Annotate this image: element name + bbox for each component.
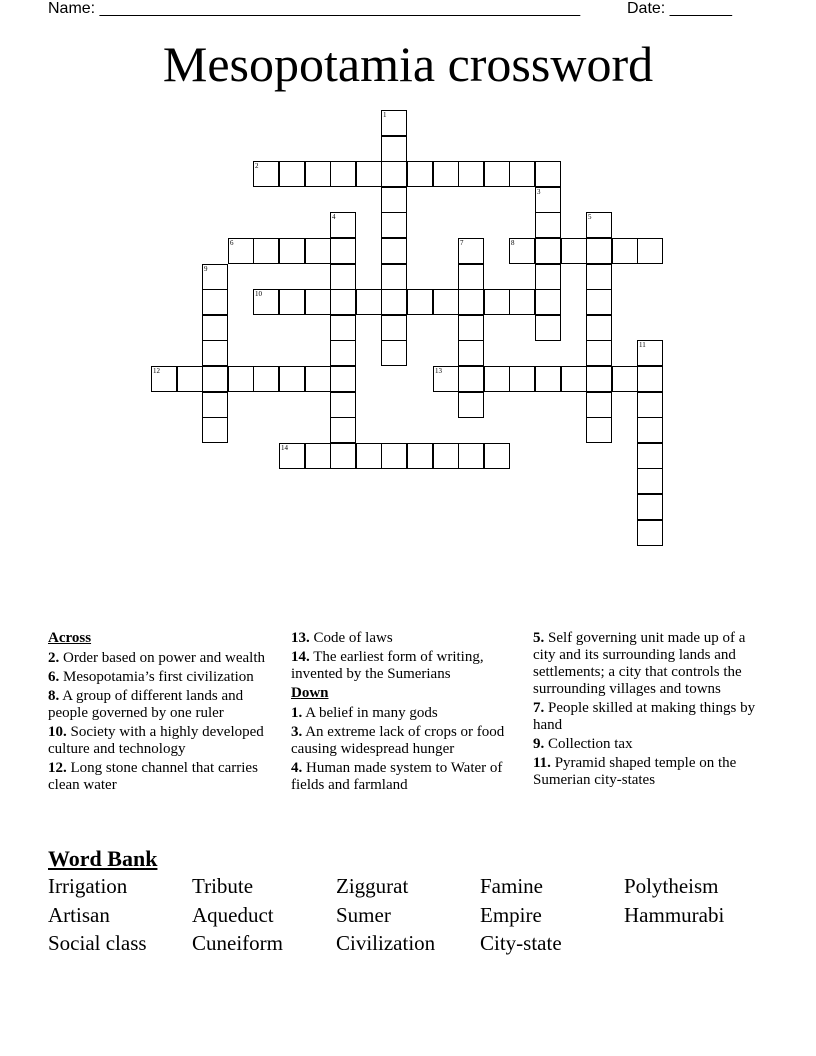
crossword-cell[interactable]	[381, 136, 407, 162]
crossword-cell[interactable]	[279, 238, 305, 264]
crossword-cell[interactable]	[330, 289, 356, 315]
crossword-cell[interactable]	[330, 443, 356, 469]
crossword-cell[interactable]	[305, 443, 331, 469]
crossword-cell[interactable]	[202, 264, 228, 290]
word-bank-item: Irrigation	[48, 874, 128, 898]
clue-number: 7	[460, 239, 464, 247]
crossword-cell[interactable]	[586, 315, 612, 341]
crossword-cell[interactable]	[612, 238, 638, 264]
crossword-cell[interactable]	[586, 212, 612, 238]
clue-down-5: 5. Self governing unit made up of a city and its surrounding lands and settlements; a city that controls the surrounding villages and towns	[533, 630, 746, 697]
clue-number: 2	[255, 162, 259, 170]
clue-number: 1	[383, 111, 387, 119]
crossword-cell[interactable]	[202, 366, 228, 392]
crossword-cell[interactable]	[202, 392, 228, 418]
crossword-cell[interactable]	[458, 366, 484, 392]
crossword-cell[interactable]	[407, 443, 433, 469]
word-bank-item: Sumer	[336, 903, 391, 927]
word-bank-item: Ziggurat	[336, 874, 409, 898]
crossword-cell[interactable]	[535, 264, 561, 290]
clue-number: 12	[153, 367, 160, 375]
crossword-cell[interactable]	[637, 468, 663, 494]
clue-across-10: 10. Society with a highly developed culture and technology	[48, 724, 264, 757]
word-bank-item: Artisan	[48, 903, 110, 927]
crossword-cell[interactable]	[535, 315, 561, 341]
crossword-cell[interactable]	[330, 366, 356, 392]
clue-number: 13	[435, 367, 442, 375]
clues-column-1	[48, 630, 284, 796]
crossword-cell[interactable]	[228, 366, 254, 392]
crossword-cell[interactable]	[228, 238, 254, 264]
crossword-cell[interactable]	[458, 315, 484, 341]
clues-column-3	[533, 630, 771, 791]
clue-across-2: 2. Order based on power and wealth	[48, 650, 266, 666]
clue-number: 8	[511, 239, 515, 247]
crossword-cell[interactable]	[458, 443, 484, 469]
across-heading: Across	[48, 630, 92, 646]
clue-across-14: 14. The earliest form of writing, invented by the Sumerians	[291, 649, 484, 682]
crossword-cell[interactable]	[433, 289, 459, 315]
crossword-cell[interactable]	[535, 289, 561, 315]
crossword-cell[interactable]	[637, 443, 663, 469]
clue-down-9: 9. Collection tax	[533, 736, 633, 752]
crossword-cell[interactable]	[535, 161, 561, 187]
crossword-cell[interactable]	[433, 443, 459, 469]
clue-down-1: 1. A belief in many gods	[291, 705, 438, 721]
crossword-cell[interactable]	[330, 161, 356, 187]
crossword-cell[interactable]	[586, 238, 612, 264]
crossword-cell[interactable]	[586, 289, 612, 315]
crossword-cell[interactable]	[381, 110, 407, 136]
down-heading: Down	[291, 685, 329, 701]
crossword-cell[interactable]	[535, 187, 561, 213]
crossword-cell[interactable]	[509, 366, 535, 392]
word-bank-item: Hammurabi	[624, 903, 725, 927]
crossword-cell[interactable]	[484, 366, 510, 392]
crossword-cell[interactable]	[637, 238, 663, 264]
word-bank-item: Famine	[480, 874, 543, 898]
word-bank-item: Civilization	[336, 931, 436, 955]
clue-across-6: 6. Mesopotamia’s first civilization	[48, 669, 254, 685]
crossword-cell[interactable]	[381, 264, 407, 290]
crossword-cell[interactable]	[586, 417, 612, 443]
crossword-cell[interactable]	[305, 238, 331, 264]
clue-number: 3	[537, 188, 541, 196]
crossword-cell[interactable]	[305, 161, 331, 187]
crossword-cell[interactable]	[279, 366, 305, 392]
crossword-cell[interactable]	[330, 264, 356, 290]
crossword-cell[interactable]	[586, 366, 612, 392]
crossword-cell[interactable]	[279, 161, 305, 187]
word-bank-item: City-state	[480, 931, 562, 955]
crossword-cell[interactable]	[253, 366, 279, 392]
crossword-cell[interactable]	[381, 315, 407, 341]
clue-down-7: 7. People skilled at making things by hand	[533, 700, 756, 733]
crossword-cell[interactable]	[177, 366, 203, 392]
word-bank-item: Social class	[48, 931, 147, 955]
clue-across-8: 8. A group of different lands and people governed by one ruler	[48, 688, 244, 721]
clue-number: 14	[281, 444, 288, 452]
clue-across-13: 13. Code of laws	[291, 630, 393, 646]
crossword-cell[interactable]	[561, 366, 587, 392]
crossword-cell[interactable]	[330, 212, 356, 238]
crossword-cell[interactable]	[305, 289, 331, 315]
crossword-cell[interactable]	[637, 494, 663, 520]
crossword-cell[interactable]	[561, 238, 587, 264]
crossword-cell[interactable]	[433, 161, 459, 187]
word-bank-item: Polytheism	[624, 874, 719, 898]
clue-across-12: 12. Long stone channel that carries clean water	[48, 760, 258, 793]
clue-number: 11	[639, 341, 646, 349]
crossword-cell[interactable]	[381, 289, 407, 315]
crossword-cell[interactable]	[484, 289, 510, 315]
word-bank-item: Tribute	[192, 874, 254, 898]
crossword-cell[interactable]	[202, 417, 228, 443]
crossword-cell[interactable]	[381, 212, 407, 238]
crossword-cell[interactable]	[509, 289, 535, 315]
word-bank-title: Word Bank	[48, 846, 158, 871]
crossword-cell[interactable]	[202, 315, 228, 341]
word-bank-item: Empire	[480, 903, 542, 927]
crossword-cell[interactable]	[279, 443, 305, 469]
clue-number: 6	[230, 239, 234, 247]
crossword-cell[interactable]	[535, 212, 561, 238]
name-field[interactable]: Name: ______________________________________________________	[48, 0, 581, 17]
crossword-cell[interactable]	[407, 161, 433, 187]
crossword-cell[interactable]	[637, 417, 663, 443]
crossword-cell[interactable]	[637, 520, 663, 546]
clues-column-2	[291, 630, 523, 796]
crossword-cell[interactable]	[381, 187, 407, 213]
crossword-cell[interactable]	[458, 161, 484, 187]
crossword-cell[interactable]	[484, 443, 510, 469]
crossword-cell[interactable]	[586, 340, 612, 366]
crossword-cell[interactable]	[330, 340, 356, 366]
crossword-cell[interactable]	[253, 289, 279, 315]
crossword-cell[interactable]	[637, 366, 663, 392]
crossword-cell[interactable]	[305, 366, 331, 392]
crossword-cell[interactable]	[637, 392, 663, 418]
crossword-cell[interactable]	[330, 392, 356, 418]
clue-number: 10	[255, 290, 262, 298]
crossword-cell[interactable]	[586, 264, 612, 290]
clue-number: 4	[332, 213, 336, 221]
crossword-cell[interactable]	[509, 161, 535, 187]
clue-number: 9	[204, 265, 208, 273]
crossword-cell[interactable]	[586, 392, 612, 418]
crossword-cell[interactable]	[458, 392, 484, 418]
crossword-cell[interactable]	[458, 238, 484, 264]
word-bank-item: Cuneiform	[192, 931, 283, 955]
crossword-cell[interactable]	[330, 315, 356, 341]
clue-down-4: 4. Human made system to Water of fields and farmland	[291, 760, 503, 793]
crossword-cell[interactable]	[253, 161, 279, 187]
clue-down-11: 11. Pyramid shaped temple on the Sumerian city-states	[533, 755, 737, 788]
page-title: Mesopotamia crossword	[162, 36, 654, 92]
crossword-cell[interactable]	[202, 289, 228, 315]
crossword-cell[interactable]	[381, 340, 407, 366]
crossword-cell[interactable]	[381, 161, 407, 187]
clue-number: 5	[588, 213, 592, 221]
crossword-cell[interactable]	[458, 289, 484, 315]
crossword-cell[interactable]	[253, 238, 279, 264]
crossword-cell[interactable]	[381, 443, 407, 469]
crossword-cell[interactable]	[356, 289, 382, 315]
word-bank-item: Aqueduct	[192, 903, 274, 927]
crossword-cell[interactable]	[381, 238, 407, 264]
crossword-cell[interactable]	[458, 264, 484, 290]
crossword-cell[interactable]	[612, 366, 638, 392]
crossword-cell[interactable]	[356, 443, 382, 469]
crossword-cell[interactable]	[151, 366, 177, 392]
crossword-cell[interactable]	[509, 238, 535, 264]
crossword-cell[interactable]	[637, 340, 663, 366]
crossword-cell[interactable]	[330, 238, 356, 264]
crossword-cell[interactable]	[433, 366, 459, 392]
crossword-cell[interactable]	[279, 289, 305, 315]
clue-down-3: 3. An extreme lack of crops or food causing widespread hunger	[291, 724, 505, 757]
crossword-cell[interactable]	[407, 289, 433, 315]
crossword-cell[interactable]	[458, 340, 484, 366]
crossword-cell[interactable]	[535, 238, 561, 264]
crossword-cell[interactable]	[202, 340, 228, 366]
crossword-cell[interactable]	[535, 366, 561, 392]
crossword-cell[interactable]	[356, 161, 382, 187]
crossword-cell[interactable]	[330, 417, 356, 443]
crossword-cell[interactable]	[484, 161, 510, 187]
date-field[interactable]: Date: _______	[627, 0, 732, 17]
